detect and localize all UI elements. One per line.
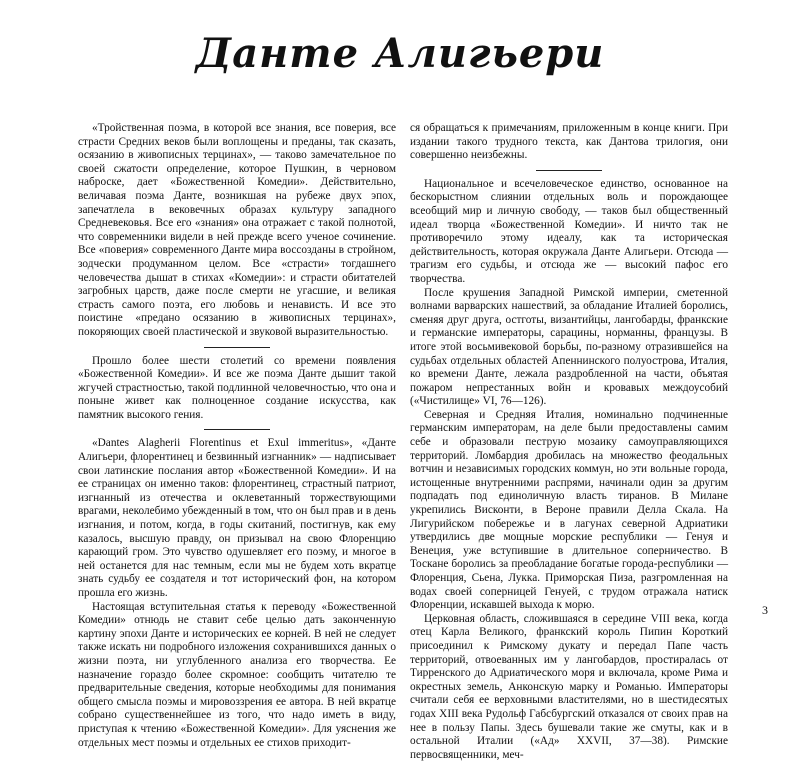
right-column: [410, 122, 728, 762]
paragraph: ся обращаться к примечаниям, приложенным в конце книги. При издании такого трудного текста, как Дантова трилогия, они совершенно неизбежны.: [410, 122, 728, 162]
paragraph: Настоящая вступительная статья к переводу «Божественной Комедии» отнюдь не ставит себе целью дать законченную картину эпохи Данте и исторических ее корней. В ней не следует также искать ни подробного изложения сохранившихся данных о жизни поэта, ни углубленного анализа его творчества. Ее назначение гораздо более скромное: сообщить читателю те предварительные сведения, которые необходимы для понимания общего смысла поэмы и мировоззрения ее автора. В ней вкратце собрано существеннейшее из того, что надо иметь в виду, приступая к чтению «Божественной Комедии». Для уяснения же отдельных мест поэмы и отдельных ее стихов приходит-: [78, 600, 396, 749]
paragraph: Национальное и всечеловеческое единство, основанное на бескорыстном слиянии отдельных воль и порождающее всеобщий мир и личную свободу, — таков был общественный идеал творца «Божественной Комедии». И ничто так не противоречило этому идеалу, как та историческая действительность, которая окружала Данте Алигьери. Отсюда — трагизм его судьбы, и отсюда же — высокий пафос его творчества.: [410, 177, 728, 285]
section-divider: [204, 429, 270, 430]
chapter-title: Данте Алигьери: [195, 30, 605, 77]
left-column: [78, 122, 396, 750]
page-number: 3: [762, 603, 768, 617]
paragraph: «Тройственная поэма, в которой все знания, все поверия, все страсти Средних веков были воплощены и преданы, так сказать, осязанию в живописных терцинах», — таково замечательное по своей сжатости определение, которое Пушкин, в черновом наброске, дает «Божественной Комедии». Действительно, величавая поэма Данте, возникшая на рубеже двух эпох, запечатлела в вековечных образах культуру западного Средневековья. Все его «знания» она отражает с такой полнотой, что современники видели в ней прежде всего ученое сочинение. Все «поверия» современного Данте мира воссозданы в стройном, зодчески продуманном целом. Все «страсти» тогдашнего человечества дышат в стихах «Комедии»: и страсти обитателей загробных царств, даже после смерти не угасшие, и великая страсть самого поэта, его любовь и ненависть. И все это поистине «предано осязанию в живописных терцинах», покоряющих своей пластической и звуковой выразительностью.: [78, 122, 396, 338]
paragraph: «Dantes Alagherii Florentinus et Exul immeritus», «Данте Алигьери, флорентинец и безвинный изгнанник» — надписывает свои латинские послания автор «Божественной Комедии». И на ее страницах он именно таков: флорентинец, страстный патриот, изгнанный из отечества и оклеветанный торжествующими врагами, неколебимо убежденный в том, что он был прав и в день изгнания, и потом, когда, в годы скитаний, постигнув, как ему казалось, высшую правду, он призывал на свою Флоренцию карающий гром. Это чувство одушевляет его поэму, и многое в ней останется для нас темным, если мы не будем хоть вкратце знать судьбу ее создателя и тот исторический фон, на котором прошла его жизнь.: [78, 437, 396, 599]
paragraph: Прошло более шести столетий со времени появления «Божественной Комедии». И все же поэма Данте дышит такой жгучей страстностью, такой подлинной человечностью, что она и поныне живет как полноценное создание искусства, как памятник высокого гения.: [78, 354, 396, 421]
paragraph: Церковная область, сложившаяся в середине VIII века, когда отец Карла Великого, франкский король Пипин Короткий присоединил к Римскому дукату и передал Папе часть территорий, отвоеванных им у лангобардов, простиралась от Тирренского до Адриатического моря и включала, кроме Рима и окрестных земель, Анконскую марку и Романью. Императоры считали себя ее верховными властителями, но в шестидесятых годах XIII века Рудольф Габсбургский отказался от своих прав на нее в пользу Папы. Здесь бушевали такие же смуты, как и в остальной Италии («Ад» XXVII, 37—38). Римские первосвященники, меч-: [410, 612, 728, 761]
paragraph: После крушения Западной Римской империи, сметенной волнами варварских нашествий, за обладание Италией боролись, сменяя друг друга, остготы, византийцы, лангобарды, франкские и германские императоры, сарацины, норманны, французы. В итоге этой восьмивековой борьбы, по-разному отразившейся на судьбах отдельных областей Апеннинского полуострова, Италия, ко времени Данте, лежала раздробленной на части, объятая пожаром непрестанных войн и кровавых междоусобий («Чистилище» VI, 76—126).: [410, 286, 728, 408]
section-divider: [536, 170, 602, 171]
paragraph: Северная и Средняя Италия, номинально подчиненные германским императорам, на деле были предоставлены самим себе и образовали пеструю мозаику самоуправляющихся территорий. Ломбардия дробилась на множество феодальных вотчин и независимых городских коммун, но эти вольные города, истощенные внутренними распрями, начинали один за другим подпадать под единоличную власть тиранов. В Милане укрепились Висконти, в Вероне правили Делла Скала. На Лигурийском побережье и в лагунах северной Адриатики утвердились две мощные морские республики — Генуя и Венеция, уже вступившие в длительное соперничество. В Тоскане боролись за преобладание богатые города-республики — Флоренция, Сьена, Лукка. Приморская Пиза, разгромленная на водах своей соперницей Генуей, с трудом отражала натиск Флоренции, искавшей выхода к морю.: [410, 408, 728, 612]
section-divider: [204, 347, 270, 348]
